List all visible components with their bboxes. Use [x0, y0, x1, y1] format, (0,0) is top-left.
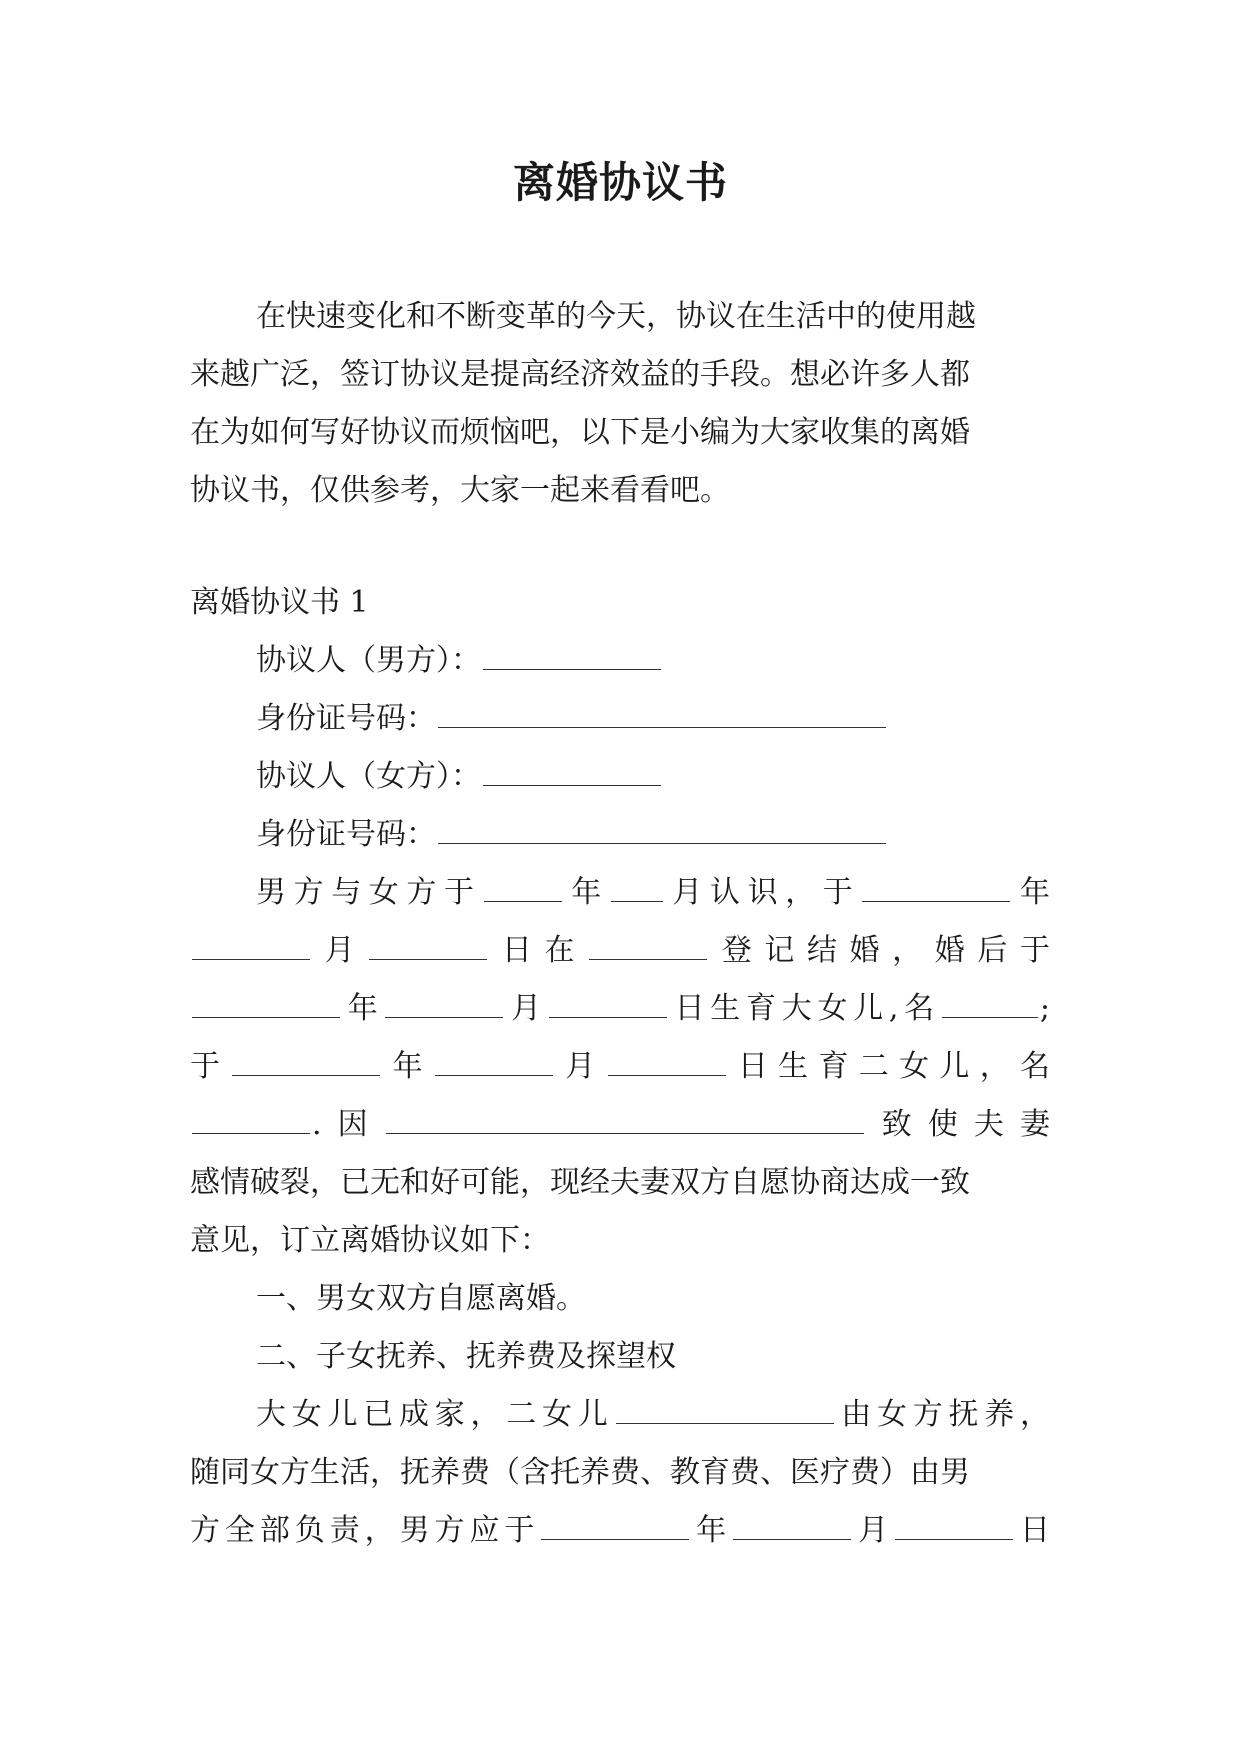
female-id-line	[190, 806, 1050, 864]
male-party-line	[190, 632, 1050, 690]
document-title: 离婚协议书	[512, 158, 728, 207]
text-span: 月	[505, 991, 547, 1026]
male-id-line	[190, 690, 1050, 748]
text-span: 由女方抚养，	[835, 1397, 1050, 1432]
para1-line-2	[190, 922, 1050, 980]
para1-line-1	[190, 864, 1050, 922]
text-span: 月	[853, 1513, 894, 1548]
text-span: 男方与女方于	[256, 875, 482, 910]
intro-line-3: 在为如何写好协议而烦恼吧，以下是小编为大家收集的离婚	[190, 415, 970, 450]
year-blank	[541, 1517, 689, 1540]
text-span: 致使夫妻	[865, 1107, 1050, 1142]
text-span: 月	[554, 1049, 606, 1084]
day-blank	[549, 995, 667, 1018]
para1-line-6: 感情破裂，已无和好可能，现经夫妻双方自愿协商达成一致	[190, 1165, 970, 1200]
text-span: 于	[190, 1049, 231, 1084]
text-span: .因	[312, 1107, 384, 1142]
para1-line-3	[190, 980, 1050, 1038]
female-id-label: 身份证号码：	[256, 817, 436, 852]
text-span: 月认识，于	[664, 875, 861, 910]
document-body	[190, 288, 1050, 1560]
month-blank	[192, 937, 310, 960]
year-blank	[192, 995, 340, 1018]
day-blank	[369, 937, 487, 960]
female-party-line	[190, 748, 1050, 806]
item-1: 一、男女双方自愿离婚。	[256, 1281, 586, 1316]
day-blank	[608, 1053, 726, 1076]
item-2: 二、子女抚养、抚养费及探望权	[256, 1339, 676, 1374]
male-id-label: 身份证号码：	[256, 701, 436, 736]
female-name-blank	[483, 763, 661, 786]
female-party-label: 协议人（女方）：	[256, 759, 481, 794]
text-span: 年	[563, 875, 609, 910]
intro-line-4: 协议书，仅供参考，大家一起来看看吧。	[190, 473, 730, 508]
para2-line-3	[190, 1502, 1050, 1560]
text-span: ;	[1039, 991, 1050, 1026]
year-blank	[862, 879, 1010, 902]
text-span: 年	[342, 991, 384, 1026]
para2-line-2: 随同女方生活，抚养费（含托养费、教育费、医疗费）由男	[190, 1455, 970, 1490]
child-blank	[616, 1401, 834, 1424]
text-span: 年	[691, 1513, 732, 1548]
text-span: 日生育大女儿,名	[668, 991, 940, 1026]
text-span: 登记结婚，婚后于	[709, 933, 1050, 968]
para1-line-7: 意见，订立离婚协议如下：	[190, 1223, 550, 1258]
text-span: 月	[312, 933, 368, 968]
name-blank	[942, 995, 1038, 1018]
text-span: 日生育二女儿，名	[727, 1049, 1050, 1084]
para1-line-4	[190, 1038, 1050, 1096]
male-name-blank	[483, 647, 661, 670]
intro-line-1: 在快速变化和不断变革的今天，协议在生活中的使用越	[256, 299, 976, 334]
section-heading: 离婚协议书 1	[190, 585, 369, 620]
day-blank	[895, 1517, 1013, 1540]
text-span: 方全部负责，男方应于	[190, 1513, 540, 1548]
text-span: 大女儿已成家，二女儿	[256, 1397, 614, 1432]
female-id-blank	[438, 821, 886, 844]
para2-line-1	[190, 1386, 1050, 1444]
month-blank	[435, 1053, 553, 1076]
month-blank	[733, 1517, 851, 1540]
male-party-label: 协议人（男方）：	[256, 643, 481, 678]
text-span: 年	[1012, 875, 1050, 910]
intro-line-2: 来越广泛，签订协议是提高经济效益的手段。想必许多人都	[190, 357, 970, 392]
text-span: 年	[382, 1049, 433, 1084]
reason-blank	[386, 1111, 864, 1134]
year-blank	[232, 1053, 380, 1076]
text-span: 日	[1015, 1513, 1050, 1548]
place-blank	[589, 937, 707, 960]
month-blank	[385, 995, 503, 1018]
para1-line-5	[190, 1096, 1050, 1154]
male-id-blank	[438, 705, 886, 728]
year-blank	[484, 879, 562, 902]
month-blank	[611, 879, 663, 902]
text-span: 日在	[489, 933, 588, 968]
name-blank	[192, 1111, 310, 1134]
